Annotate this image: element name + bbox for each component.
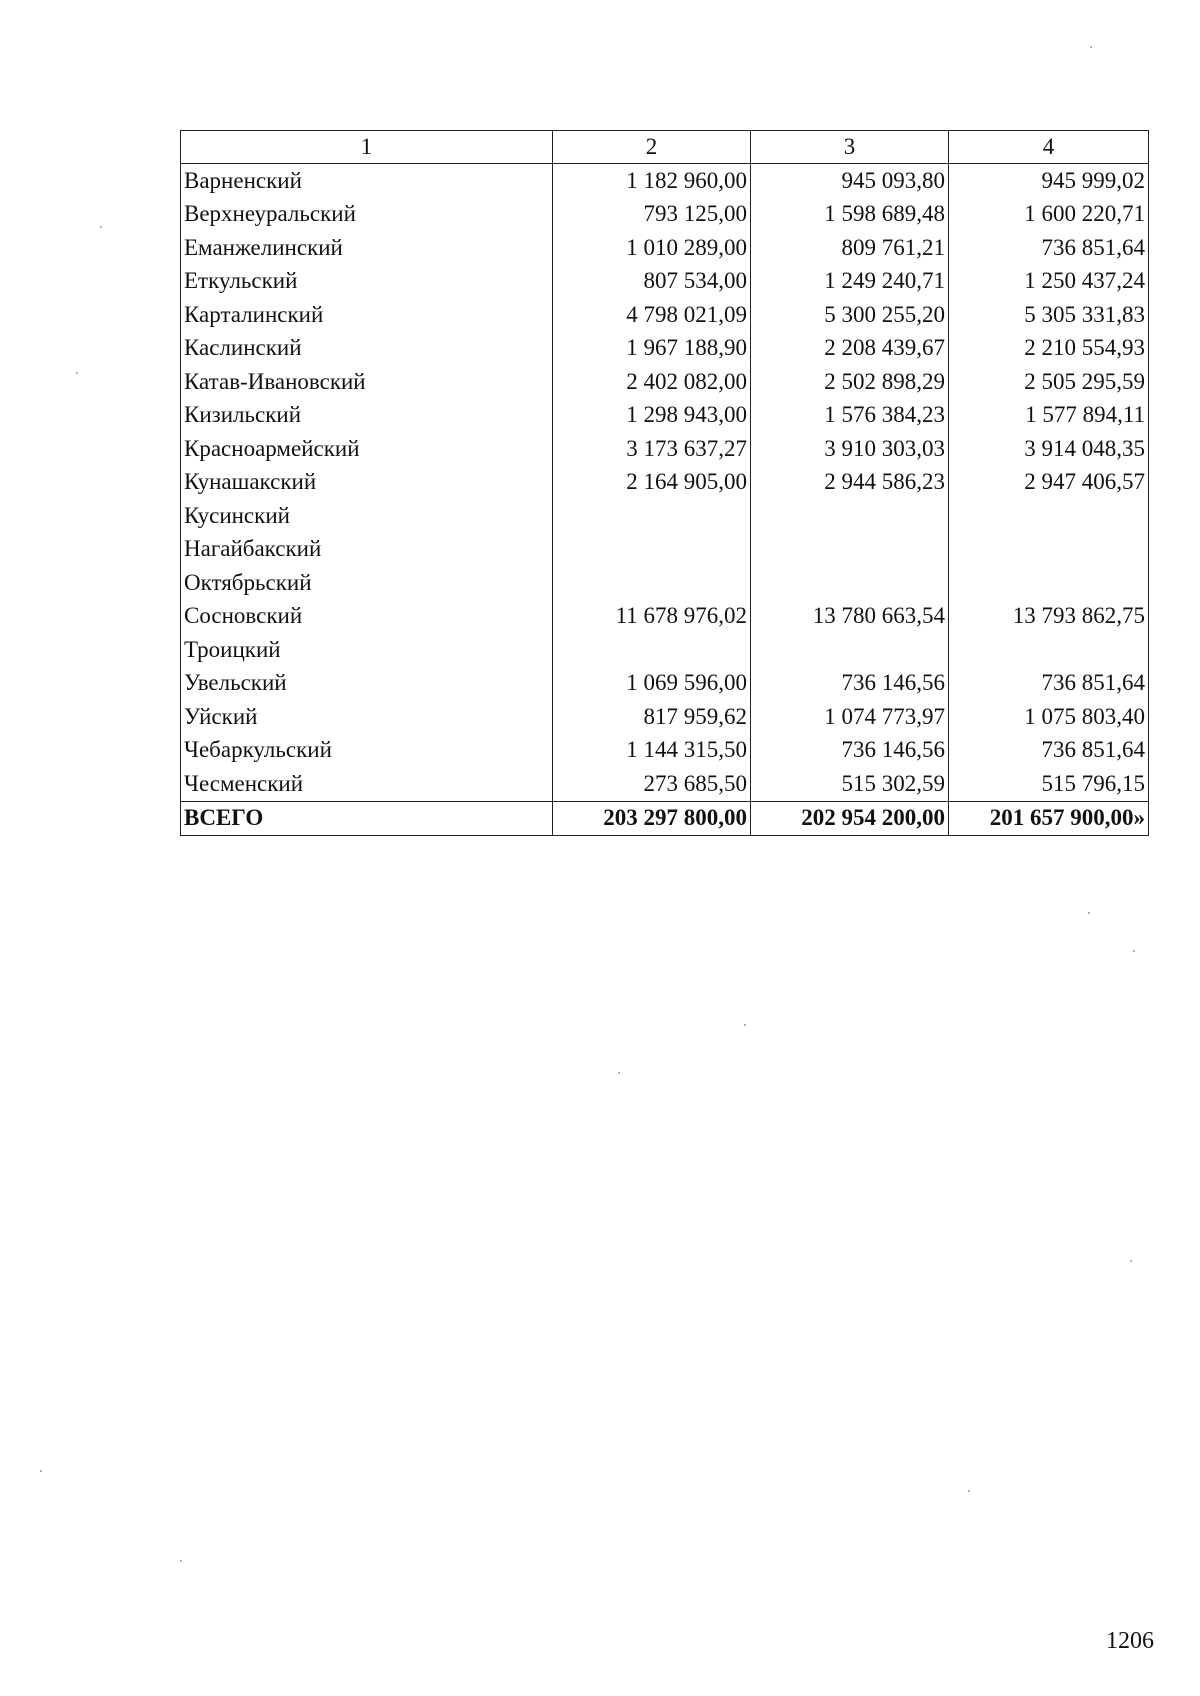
amount-cell: 736 851,64 [949, 734, 1149, 768]
amount-cell: 11 678 976,02 [553, 600, 751, 634]
district-name: Верхнеуральский [181, 198, 553, 232]
amount-cell: 4 798 021,09 [553, 298, 751, 332]
amount-cell: 1 182 960,00 [553, 164, 751, 198]
district-name: Увельский [181, 667, 553, 701]
column-header: 1 [181, 131, 553, 164]
district-name: Чесменский [181, 767, 553, 801]
amount-cell: 515 796,15 [949, 767, 1149, 801]
amount-cell: 2 164 905,00 [553, 466, 751, 500]
amount-cell: 736 146,56 [751, 734, 949, 768]
table-row [181, 734, 1149, 768]
table-row [181, 767, 1149, 801]
budget-table [180, 130, 1149, 836]
table-row [181, 700, 1149, 734]
district-name: Красноармейский [181, 432, 553, 466]
table-row [181, 533, 1149, 567]
amount-cell: 3 910 303,03 [751, 432, 949, 466]
amount-cell: 1 577 894,11 [949, 399, 1149, 433]
amount-cell: 809 761,21 [751, 231, 949, 265]
amount-cell: 273 685,50 [553, 767, 751, 801]
table-row [181, 231, 1149, 265]
amount-cell: 2 944 586,23 [751, 466, 949, 500]
amount-cell: 1 074 773,97 [751, 700, 949, 734]
scan-speck [100, 226, 102, 228]
header-row [181, 131, 1149, 164]
scan-speck [744, 1024, 746, 1026]
amount-cell: 203 297 800,00 [553, 801, 751, 836]
scan-speck [1088, 912, 1090, 914]
district-name: Каслинский [181, 332, 553, 366]
table-row [181, 566, 1149, 600]
district-name: Чебаркульский [181, 734, 553, 768]
amount-cell [751, 566, 949, 600]
total-row [181, 801, 1149, 836]
district-name: Октябрьский [181, 566, 553, 600]
district-name: Еткульский [181, 265, 553, 299]
amount-cell: 1 298 943,00 [553, 399, 751, 433]
amount-cell [949, 633, 1149, 667]
amount-cell: 3 173 637,27 [553, 432, 751, 466]
amount-cell: 736 851,64 [949, 667, 1149, 701]
district-name: Варненский [181, 164, 553, 198]
amount-cell [553, 499, 751, 533]
amount-cell [751, 533, 949, 567]
table-body [181, 164, 1149, 836]
amount-cell: 793 125,00 [553, 198, 751, 232]
amount-cell: 807 534,00 [553, 265, 751, 299]
amount-cell [553, 633, 751, 667]
amount-cell [751, 633, 949, 667]
page-number: 1206 [1106, 1628, 1154, 1654]
amount-cell: 2 210 554,93 [949, 332, 1149, 366]
scan-speck [618, 1072, 620, 1074]
total-label: ВСЕГО [181, 801, 553, 836]
table-row [181, 332, 1149, 366]
column-header: 4 [949, 131, 1149, 164]
amount-cell [553, 533, 751, 567]
table-row [181, 265, 1149, 299]
amount-cell: 2 502 898,29 [751, 365, 949, 399]
table-row [181, 298, 1149, 332]
amount-cell: 1 010 289,00 [553, 231, 751, 265]
table-row [181, 633, 1149, 667]
scan-speck [1130, 1260, 1132, 1262]
district-name: Кизильский [181, 399, 553, 433]
district-name: Нагайбакский [181, 533, 553, 567]
table-row [181, 499, 1149, 533]
amount-cell: 1 069 596,00 [553, 667, 751, 701]
table-header [181, 131, 1149, 164]
table-row [181, 198, 1149, 232]
amount-cell: 736 851,64 [949, 231, 1149, 265]
table-row [181, 399, 1149, 433]
district-name: Катав-Ивановский [181, 365, 553, 399]
amount-cell [553, 566, 751, 600]
amount-cell: 201 657 900,00» [949, 801, 1149, 836]
district-name: Карталинский [181, 298, 553, 332]
amount-cell: 2 402 082,00 [553, 365, 751, 399]
scan-speck [1133, 950, 1135, 952]
column-header: 3 [751, 131, 949, 164]
amount-cell: 1 144 315,50 [553, 734, 751, 768]
district-name: Кунашакский [181, 466, 553, 500]
amount-cell: 1 576 384,23 [751, 399, 949, 433]
column-header: 2 [553, 131, 751, 164]
table-row [181, 466, 1149, 500]
amount-cell [949, 499, 1149, 533]
district-name: Еманжелинский [181, 231, 553, 265]
district-name: Сосновский [181, 600, 553, 634]
scan-speck [968, 1490, 970, 1492]
table-row [181, 432, 1149, 466]
table-row [181, 667, 1149, 701]
district-name: Троицкий [181, 633, 553, 667]
amount-cell: 817 959,62 [553, 700, 751, 734]
amount-cell: 1 967 188,90 [553, 332, 751, 366]
amount-cell: 736 146,56 [751, 667, 949, 701]
district-name: Кусинский [181, 499, 553, 533]
amount-cell: 1 250 437,24 [949, 265, 1149, 299]
amount-cell: 13 793 862,75 [949, 600, 1149, 634]
amount-cell: 5 305 331,83 [949, 298, 1149, 332]
amount-cell: 202 954 200,00 [751, 801, 949, 836]
table-row [181, 365, 1149, 399]
amount-cell [949, 566, 1149, 600]
amount-cell: 1 598 689,48 [751, 198, 949, 232]
amount-cell [751, 499, 949, 533]
amount-cell: 2 208 439,67 [751, 332, 949, 366]
amount-cell: 3 914 048,35 [949, 432, 1149, 466]
amount-cell: 1 249 240,71 [751, 265, 949, 299]
table-row [181, 164, 1149, 198]
scan-speck [180, 1560, 182, 1562]
amount-cell: 5 300 255,20 [751, 298, 949, 332]
scan-speck [76, 372, 78, 374]
district-name: Уйский [181, 700, 553, 734]
amount-cell: 2 505 295,59 [949, 365, 1149, 399]
amount-cell: 2 947 406,57 [949, 466, 1149, 500]
amount-cell: 945 093,80 [751, 164, 949, 198]
amount-cell: 1 075 803,40 [949, 700, 1149, 734]
amount-cell: 515 302,59 [751, 767, 949, 801]
amount-cell [949, 533, 1149, 567]
amount-cell: 13 780 663,54 [751, 600, 949, 634]
amount-cell: 945 999,02 [949, 164, 1149, 198]
amount-cell: 1 600 220,71 [949, 198, 1149, 232]
table-row [181, 600, 1149, 634]
scan-speck [40, 1470, 42, 1472]
scan-speck [1090, 46, 1092, 48]
